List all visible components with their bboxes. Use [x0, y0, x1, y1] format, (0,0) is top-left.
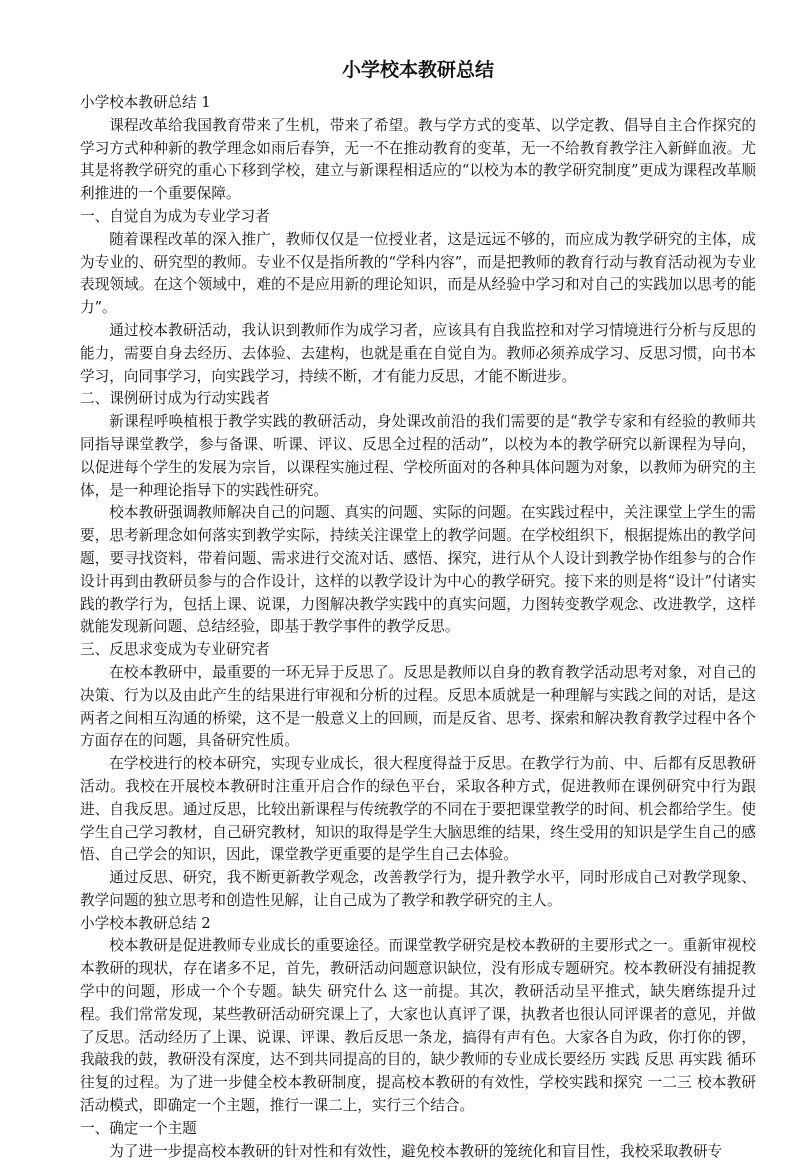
section-heading: 小学校本教研总结 1 — [80, 94, 211, 111]
paragraph: 在学校进行的校本研究，实现专业成长，很大程度得益于反思。在教学行为前、中、后都有反思教研活动。我校在开展校本教研时注重开启合作的绿色平台，采取各种方式，促进教师在课例研究中行为跟进、自我反思。通过反思，比较出新课程与传统教学的不同在于要把课堂教学的时间、机会都给学生。使学生自己学习教材，自己研究教材，知识的取得是学生大脑思维的结果，终生受用的知识是学生自己的感悟、自己学会的知识，因此，课堂教学更重要的是学生自己去体验。 — [80, 755, 756, 864]
paragraph: 通过校本教研活动，我认识到教师作为成学习者，应该具有自我监控和对学习情境进行分析与反思的能力，需要自身去经历、去体验、去建构，也就是重在自觉自为。教师必须养成学习、反思习惯，向书本学习，向同事学习，向实践学习，持续不断，才有能力反思，才能不断进步。 — [80, 321, 756, 385]
paragraph: 新课程呼唤植根于教学实践的教研活动，身处课改前沿的我们需要的是“教学专家和有经验的教师共同指导课堂教学，参与备课、听课、评议、反思全过程的活动”，以校为本的教学研究以新课程为导向，以促进每个学生的发展为宗旨，以课程实施过程、学校所面对的各种具体问题为对象，以教师为研究的主体，是一种理论指导下的实践性研究。 — [80, 413, 756, 499]
document-page — [80, 56, 756, 1163]
section-heading: 一、自觉自为成为专业学习者 — [80, 207, 270, 225]
section-heading: 小学校本教研总结 2 — [80, 914, 211, 932]
paragraph: 课程改革给我国教育带来了生机，带来了希望。教与学方式的变革、以学定教、倡导自主合作探究的学习方式种种新的教学理念如雨后春笋，无一不在推动教育的变革，无一不给教育教学注入新鲜血液。尤其是将教学研究的重心下移到学校，建立与新课程相适应的“以校为本的教学研究制度”更成为课程改革顺利推进的一个重要保障。 — [80, 116, 756, 203]
paragraph: 为了进一步提高校本教研的针对性和有效性，避免校本教研的笼统化和盲目性，我校采取教研专 — [109, 1142, 723, 1160]
paragraph: 随着课程改革的深入推广，教师仅仅是一位授业者，这是远远不够的，而应成为教学研究的主体，成为专业的、研究型的教师。专业不仅是指所教的“学科内容”，而是把教师的教育行动与教育活动视为专业表现领域。在这个领域中，难的不是应用新的理论知识，而是从经验中学习和对自己的实践加以思考的能力”。 — [80, 230, 756, 317]
paragraph: 校本教研是促进教师专业成长的重要途径。而课堂教学研究是校本教研的主要形式之一。重新审视校本教研的现状，存在诸多不足，首先，教研活动问题意识缺位，没有形成专题研究。校本教研没有捕捉教学中的问题，形成一个个专题。缺失 研究什么 这一前提。其次，教研活动呈平推式，缺失磨练提升过程。我们常常发现，某些教研活动研究课上了，大家也认真评了课，执教者也很认同评课者的意见，并做了反思。活动经历了上课、说课、评课、教后反思一条龙，搞得有声有色。大家各自为政，你打你的锣，我敲我的鼓，教研没有深度，达不到共同提高的目的，缺少教师的专业成长要经历 实践 反思 再实践 循环往复的过程。为了进一步健全校本教研制度，提高校本教研的有效性，学校实践和探究 一二三 校本教研活动模式，即确定一个主题，推行一课二上，实行三个结合。 — [80, 937, 756, 1115]
paragraph: 校本教研强调教师解决自己的问题、真实的问题、实际的问题。在实践过程中，关注课堂上学生的需要，思考新理念如何落实到教学实际，持续关注课堂上的教学问题。在学校组织下，根据提炼出的教学问题，要寻找资料，带着问题、需求进行交流对话、感悟、探究，进行从个人设计到教学协作组参与的合作设计再到由教研员参与的合作设计，这样的以教学设计为中心的教学研究。接下来的则是将“设计”付诸实践的教学行为，包括上课、说课，力图解决教学实践中的真实问题，力图转变教学观念、改进教学，这样就能发现新问题、总结经验，即基于教学事件的教学反思。 — [80, 504, 756, 636]
section-heading: 二、课例研讨成为行动实践者 — [80, 390, 270, 408]
paragraph: 通过反思、研究，我不断更新教学观念，改善教学行为，提升教学水平，同时形成自己对教学现象、教学问题的独立思考和创造性见解，让自己成为了教学和教学研究的主人。 — [80, 869, 756, 909]
section-heading: 一、确定一个主题 — [80, 1119, 197, 1137]
section-heading: 三、反思求变成为专业研究者 — [80, 641, 270, 659]
document-title: 小学校本教研总结 — [341, 59, 494, 81]
paragraph: 在校本教研中，最重要的一环无异于反思了。反思是教师以自身的教育教学活动思考对象，对自己的决策、行为以及由此产生的结果进行审视和分析的过程。反思本质就是一种理解与实践之间的对话，是这两者之间相互沟通的桥梁，这不是一般意义上的回顾，而是反省、思考、探索和解决教育教学过程中各个方面存在的问题，具备研究性质。 — [80, 663, 756, 750]
